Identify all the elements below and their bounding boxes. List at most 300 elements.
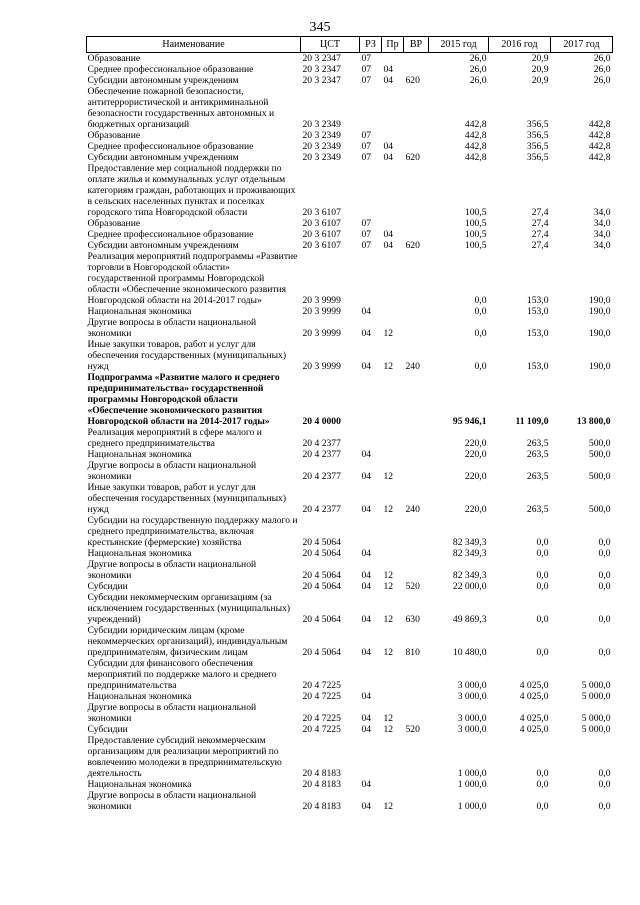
row-name: Субсидии некоммерческим организациям (за исключением государственных (муниципальных) учреждений)	[87, 592, 291, 625]
row-value-2016: 0,0	[536, 581, 549, 592]
row-value-2017: 34,0	[593, 240, 611, 251]
row-cst: 20 3 6107	[302, 218, 341, 229]
page-number: 345	[309, 20, 331, 35]
row-rz: 07	[361, 141, 372, 152]
row-name: Предоставление мер социальной поддержки по оплате жилья и коммунальных услуг отдельным категориям граждан, работающих и проживающих в сельских населенных пунктах и поселках городского типа Новгородской области	[87, 163, 296, 218]
row-rz: 04	[361, 713, 372, 724]
row-pr	[382, 548, 404, 559]
row-cst: 20 4 2377	[302, 504, 341, 515]
table-row	[87, 779, 613, 790]
table-row	[87, 515, 613, 548]
row-name: Реализация мероприятий в сфере малого и среднего предпринимательства	[87, 427, 262, 449]
row-cst: 20 4 2377	[302, 438, 341, 449]
row-rz	[360, 372, 382, 427]
row-cst: 20 4 7225	[302, 691, 341, 702]
row-value-2016: 0,0	[536, 537, 549, 548]
row-value-2016: 27,4	[531, 240, 549, 251]
row-value-2017: 500,0	[588, 438, 611, 449]
row-pr: 12	[383, 328, 394, 339]
row-cst: 20 4 8183	[302, 779, 341, 790]
row-name: Подпрограмма «Развитие малого и среднего предпринимательства» государственной программы Новгородской области «Обеспечение экономического развития Новгородской области на 2014-2017 годы»	[87, 372, 280, 427]
row-rz: 04	[361, 306, 372, 317]
row-value-2016: 356,5	[526, 141, 549, 152]
row-value-2017: 442,8	[588, 119, 611, 130]
row-name: Субсидии на государственную поддержку малого и среднего предпринимательства, включая крестьянские (фермерские) хозяйства	[87, 515, 298, 548]
row-value-2015: 22 000,0	[452, 581, 487, 592]
table-row	[87, 130, 613, 141]
row-cst: 20 3 9999	[302, 328, 341, 339]
row-value-2017: 190,0	[588, 328, 611, 339]
row-pr: 12	[383, 801, 394, 812]
row-rz	[360, 658, 382, 691]
row-value-2016: 4 025,0	[519, 680, 549, 691]
table-row	[87, 790, 613, 812]
row-vr	[404, 130, 429, 141]
row-value-2015: 220,0	[464, 471, 487, 482]
row-cst: 20 3 2347	[302, 64, 341, 75]
row-vr	[404, 515, 429, 548]
row-name: Другие вопросы в области национальной экономики	[87, 702, 257, 724]
row-name: Другие вопросы в области национальной экономики	[87, 317, 257, 339]
row-value-2017: 0,0	[598, 614, 611, 625]
row-value-2015: 3 000,0	[457, 713, 487, 724]
row-pr: 04	[383, 64, 394, 75]
table-row	[87, 625, 613, 658]
row-pr: 12	[383, 724, 394, 735]
row-vr: 810	[405, 647, 420, 658]
row-vr	[404, 658, 429, 691]
row-pr	[382, 86, 404, 130]
row-rz: 04	[361, 361, 372, 372]
row-vr	[404, 64, 429, 75]
row-pr: 04	[383, 240, 394, 251]
row-name: Субсидии	[87, 724, 128, 735]
row-rz: 04	[361, 328, 372, 339]
row-name: Среднее профессиональное образование	[87, 141, 254, 152]
row-value-2015: 1 000,0	[457, 768, 487, 779]
row-value-2016: 356,5	[526, 152, 549, 163]
row-value-2016: 4 025,0	[519, 691, 549, 702]
row-name: Другие вопросы в области национальной экономики	[87, 460, 257, 482]
row-vr	[404, 306, 429, 317]
row-cst: 20 4 2377	[302, 449, 341, 460]
row-value-2016: 0,0	[536, 570, 549, 581]
row-pr	[382, 251, 404, 306]
table-row	[87, 218, 613, 229]
row-rz: 04	[361, 779, 372, 790]
row-vr	[404, 218, 429, 229]
row-name: Национальная экономика	[87, 548, 192, 559]
row-value-2017: 500,0	[588, 449, 611, 460]
table-header-row	[87, 37, 613, 53]
table-row	[87, 53, 613, 65]
budget-table	[86, 36, 613, 812]
table-row	[87, 658, 613, 691]
table-row	[87, 449, 613, 460]
row-value-2017: 5 000,0	[581, 713, 611, 724]
row-value-2017: 442,8	[588, 141, 611, 152]
header-2017: 2017 год	[551, 37, 613, 53]
row-name: Субсидии для финансового обеспечения мероприятий по поддержке малого и среднего предпринимательства	[87, 658, 277, 691]
table-row	[87, 460, 613, 482]
row-rz: 04	[361, 647, 372, 658]
table-row	[87, 427, 613, 449]
row-value-2015: 26,0	[469, 64, 487, 75]
row-name: Иные закупки товаров, работ и услуг для обеспечения государственных (муниципальных) нужд	[87, 339, 287, 372]
row-rz: 04	[361, 801, 372, 812]
row-rz: 07	[361, 64, 372, 75]
row-pr: 12	[383, 361, 394, 372]
row-value-2015: 442,8	[464, 152, 487, 163]
row-value-2015: 100,5	[464, 218, 487, 229]
row-value-2017: 442,8	[588, 130, 611, 141]
row-value-2017: 0,0	[598, 581, 611, 592]
row-vr: 240	[405, 504, 420, 515]
row-value-2017: 5 000,0	[581, 724, 611, 735]
header-cst: ЦСТ	[301, 37, 360, 53]
row-name: Реализация мероприятий подпрограммы «Развитие торговли в Новгородской области» государственной программы Новгородской области «Обеспечение экономического развития Новгородской области на 2014-2017 годы»	[87, 251, 298, 306]
row-pr	[382, 427, 404, 449]
row-cst: 20 3 9999	[302, 295, 341, 306]
row-value-2016: 153,0	[526, 361, 549, 372]
row-value-2015: 82 349,3	[452, 570, 487, 581]
row-cst: 20 4 2377	[302, 471, 341, 482]
row-value-2015: 1 000,0	[457, 801, 487, 812]
table-row	[87, 163, 613, 218]
row-value-2016: 0,0	[536, 548, 549, 559]
row-rz	[360, 735, 382, 779]
header-2016: 2016 год	[489, 37, 551, 53]
row-cst: 20 4 8183	[302, 768, 341, 779]
row-rz: 04	[361, 614, 372, 625]
row-name: Предоставление субсидий некоммерческим организациям для реализации мероприятий по вовлечению молодежи в предпринимательскую деятельность	[87, 735, 282, 779]
row-value-2017: 26,0	[593, 75, 611, 86]
row-vr	[404, 779, 429, 790]
row-value-2015: 82 349,3	[452, 548, 487, 559]
row-value-2015: 82 349,3	[452, 537, 487, 548]
row-name: Обеспечение пожарной безопасности, антитеррористической и антикриминальной безопасности государственных автономных и бюджетных организаций	[87, 86, 275, 130]
row-value-2015: 0,0	[474, 328, 487, 339]
row-value-2016: 20,9	[531, 53, 549, 64]
row-value-2015: 220,0	[464, 449, 487, 460]
row-value-2016: 11 109,0	[515, 416, 549, 427]
row-cst: 20 3 2349	[302, 152, 341, 163]
table-row	[87, 152, 613, 163]
row-vr	[404, 559, 429, 581]
table-row	[87, 141, 613, 152]
header-rz: РЗ	[360, 37, 382, 53]
row-rz: 07	[361, 152, 372, 163]
row-value-2016: 153,0	[526, 328, 549, 339]
row-rz: 07	[361, 53, 372, 64]
row-rz: 04	[361, 570, 372, 581]
table-row	[87, 251, 613, 306]
row-value-2015: 442,8	[464, 130, 487, 141]
row-value-2016: 27,4	[531, 229, 549, 240]
row-value-2017: 26,0	[593, 53, 611, 64]
table-row	[87, 86, 613, 130]
row-value-2017: 34,0	[593, 229, 611, 240]
row-vr: 240	[405, 361, 420, 372]
row-vr: 630	[405, 614, 420, 625]
row-pr	[382, 515, 404, 548]
row-vr	[404, 449, 429, 460]
row-rz: 07	[361, 218, 372, 229]
row-value-2017: 442,8	[588, 152, 611, 163]
row-rz: 04	[361, 449, 372, 460]
table-row	[87, 372, 613, 427]
row-value-2017: 0,0	[598, 647, 611, 658]
row-cst: 20 3 6107	[302, 207, 341, 218]
row-value-2016: 263,5	[526, 449, 549, 460]
table-row	[87, 240, 613, 251]
row-cst: 20 3 9999	[302, 361, 341, 372]
row-value-2015: 0,0	[474, 295, 487, 306]
row-pr	[382, 306, 404, 317]
row-vr	[404, 735, 429, 779]
row-pr	[382, 658, 404, 691]
row-value-2017: 500,0	[588, 471, 611, 482]
row-cst: 20 3 2347	[302, 53, 341, 64]
row-pr: 04	[383, 152, 394, 163]
row-value-2017: 0,0	[598, 537, 611, 548]
row-value-2015: 0,0	[474, 306, 487, 317]
row-pr	[382, 779, 404, 790]
row-value-2015: 100,5	[464, 207, 487, 218]
row-pr: 12	[383, 504, 394, 515]
row-name: Субсидии	[87, 581, 128, 592]
row-value-2015: 10 480,0	[452, 647, 487, 658]
row-vr	[404, 317, 429, 339]
row-name: Национальная экономика	[87, 691, 192, 702]
row-rz: 07	[361, 130, 372, 141]
row-value-2017: 34,0	[593, 218, 611, 229]
row-vr: 520	[405, 724, 420, 735]
row-value-2015: 442,8	[464, 119, 487, 130]
row-vr: 620	[405, 240, 420, 251]
row-rz: 07	[361, 229, 372, 240]
row-value-2017: 13 800,0	[576, 416, 611, 427]
row-pr	[382, 449, 404, 460]
row-cst: 20 4 5064	[302, 647, 341, 658]
row-value-2017: 190,0	[588, 295, 611, 306]
row-vr	[404, 163, 429, 218]
row-name: Национальная экономика	[87, 779, 192, 790]
row-vr	[404, 53, 429, 65]
row-value-2015: 3 000,0	[457, 680, 487, 691]
row-vr	[404, 691, 429, 702]
row-value-2016: 356,5	[526, 119, 549, 130]
row-name: Образование	[87, 53, 141, 64]
row-pr: 04	[383, 229, 394, 240]
row-vr	[404, 427, 429, 449]
row-value-2015: 100,5	[464, 240, 487, 251]
row-cst: 20 4 5064	[302, 570, 341, 581]
row-rz: 04	[361, 471, 372, 482]
row-name: Другие вопросы в области национальной экономики	[87, 559, 257, 581]
row-value-2016: 4 025,0	[519, 724, 549, 735]
row-value-2016: 0,0	[536, 801, 549, 812]
row-cst: 20 3 2349	[302, 119, 341, 130]
row-value-2016: 27,4	[531, 218, 549, 229]
row-vr	[404, 141, 429, 152]
row-rz	[360, 427, 382, 449]
table-row	[87, 702, 613, 724]
row-cst: 20 4 8183	[302, 801, 341, 812]
row-value-2015: 3 000,0	[457, 724, 487, 735]
row-cst: 20 4 7225	[302, 713, 341, 724]
row-value-2017: 34,0	[593, 207, 611, 218]
row-value-2015: 49 869,3	[452, 614, 487, 625]
row-value-2015: 220,0	[464, 504, 487, 515]
row-value-2015: 100,5	[464, 229, 487, 240]
row-rz: 07	[361, 75, 372, 86]
row-vr: 620	[405, 75, 420, 86]
table-row	[87, 64, 613, 75]
row-value-2016: 27,4	[531, 207, 549, 218]
row-value-2017: 5 000,0	[581, 691, 611, 702]
row-rz: 04	[361, 724, 372, 735]
row-value-2016: 153,0	[526, 295, 549, 306]
header-vr: ВР	[404, 37, 429, 53]
header-name: Наименование	[87, 37, 301, 53]
row-cst: 20 4 5064	[302, 537, 341, 548]
row-value-2015: 26,0	[469, 75, 487, 86]
row-value-2017: 0,0	[598, 570, 611, 581]
row-pr: 04	[383, 75, 394, 86]
row-name: Национальная экономика	[87, 449, 192, 460]
row-value-2016: 153,0	[526, 306, 549, 317]
row-cst: 20 3 2349	[302, 141, 341, 152]
row-pr	[382, 53, 404, 65]
row-rz: 04	[361, 504, 372, 515]
row-vr: 520	[405, 581, 420, 592]
row-name: Образование	[87, 130, 141, 141]
row-pr: 12	[383, 647, 394, 658]
row-cst: 20 3 9999	[302, 306, 341, 317]
row-name: Образование	[87, 218, 141, 229]
row-pr: 12	[383, 713, 394, 724]
row-cst: 20 4 7225	[302, 724, 341, 735]
row-value-2016: 20,9	[531, 75, 549, 86]
table-row	[87, 724, 613, 735]
row-value-2015: 442,8	[464, 141, 487, 152]
row-vr	[404, 702, 429, 724]
row-value-2016: 4 025,0	[519, 713, 549, 724]
row-name: Субсидии автономным учреждениям	[87, 152, 239, 163]
row-value-2016: 0,0	[536, 614, 549, 625]
row-vr	[404, 372, 429, 427]
table-row	[87, 559, 613, 581]
row-value-2015: 0,0	[474, 361, 487, 372]
row-value-2016: 0,0	[536, 779, 549, 790]
row-rz: 07	[361, 240, 372, 251]
row-cst: 20 3 2349	[302, 130, 341, 141]
row-value-2016: 263,5	[526, 504, 549, 515]
header-pr: Пр	[382, 37, 404, 53]
row-name: Среднее профессиональное образование	[87, 64, 254, 75]
table-row	[87, 306, 613, 317]
row-value-2016: 0,0	[536, 647, 549, 658]
row-pr: 12	[383, 581, 394, 592]
row-value-2015: 220,0	[464, 438, 487, 449]
row-value-2017: 190,0	[588, 306, 611, 317]
table-row	[87, 75, 613, 86]
row-name: Субсидии юридическим лицам (кроме некоммерческих организаций), индивидуальным предпринимателям, физическим лицам	[87, 625, 288, 658]
row-pr	[382, 163, 404, 218]
row-name: Среднее профессиональное образование	[87, 229, 254, 240]
table-row	[87, 735, 613, 779]
row-cst: 20 3 6107	[302, 229, 341, 240]
row-value-2017: 500,0	[588, 504, 611, 515]
row-name: Субсидии автономным учреждениям	[87, 240, 239, 251]
table-row	[87, 482, 613, 515]
row-vr	[404, 460, 429, 482]
row-value-2017: 5 000,0	[581, 680, 611, 691]
row-pr	[382, 130, 404, 141]
row-cst: 20 3 2347	[302, 75, 341, 86]
row-vr	[404, 251, 429, 306]
row-vr: 620	[405, 152, 420, 163]
row-rz: 04	[361, 548, 372, 559]
row-value-2015: 95 946,1	[452, 416, 487, 427]
row-cst: 20 4 5064	[302, 614, 341, 625]
row-pr: 12	[383, 570, 394, 581]
table-row	[87, 592, 613, 625]
row-pr	[382, 218, 404, 229]
row-rz: 04	[361, 691, 372, 702]
row-value-2016: 356,5	[526, 130, 549, 141]
row-rz	[360, 86, 382, 130]
row-cst: 20 4 0000	[302, 416, 341, 427]
row-cst: 20 3 6107	[302, 240, 341, 251]
row-vr	[404, 86, 429, 130]
row-value-2016: 263,5	[526, 471, 549, 482]
table-row	[87, 339, 613, 372]
table-row	[87, 548, 613, 559]
row-pr: 04	[383, 141, 394, 152]
table-row	[87, 581, 613, 592]
row-pr	[382, 691, 404, 702]
row-value-2015: 1 000,0	[457, 779, 487, 790]
row-name: Субсидии автономным учреждениям	[87, 75, 239, 86]
row-vr	[404, 548, 429, 559]
row-value-2017: 0,0	[598, 548, 611, 559]
row-value-2016: 0,0	[536, 768, 549, 779]
row-pr: 12	[383, 471, 394, 482]
row-pr: 12	[383, 614, 394, 625]
row-cst: 20 4 5064	[302, 548, 341, 559]
row-rz	[360, 515, 382, 548]
row-value-2017: 0,0	[598, 779, 611, 790]
row-value-2015: 3 000,0	[457, 691, 487, 702]
table-row	[87, 229, 613, 240]
row-rz: 04	[361, 581, 372, 592]
row-value-2017: 190,0	[588, 361, 611, 372]
row-rz	[360, 163, 382, 218]
row-value-2016: 263,5	[526, 438, 549, 449]
row-name: Иные закупки товаров, работ и услуг для обеспечения государственных (муниципальных) нужд	[87, 482, 287, 515]
row-pr	[382, 372, 404, 427]
header-2015: 2015 год	[429, 37, 489, 53]
row-value-2015: 26,0	[469, 53, 487, 64]
row-value-2016: 20,9	[531, 64, 549, 75]
table-row	[87, 317, 613, 339]
row-cst: 20 4 7225	[302, 680, 341, 691]
row-value-2017: 0,0	[598, 801, 611, 812]
row-cst: 20 4 5064	[302, 581, 341, 592]
row-name: Другие вопросы в области национальной экономики	[87, 790, 257, 812]
